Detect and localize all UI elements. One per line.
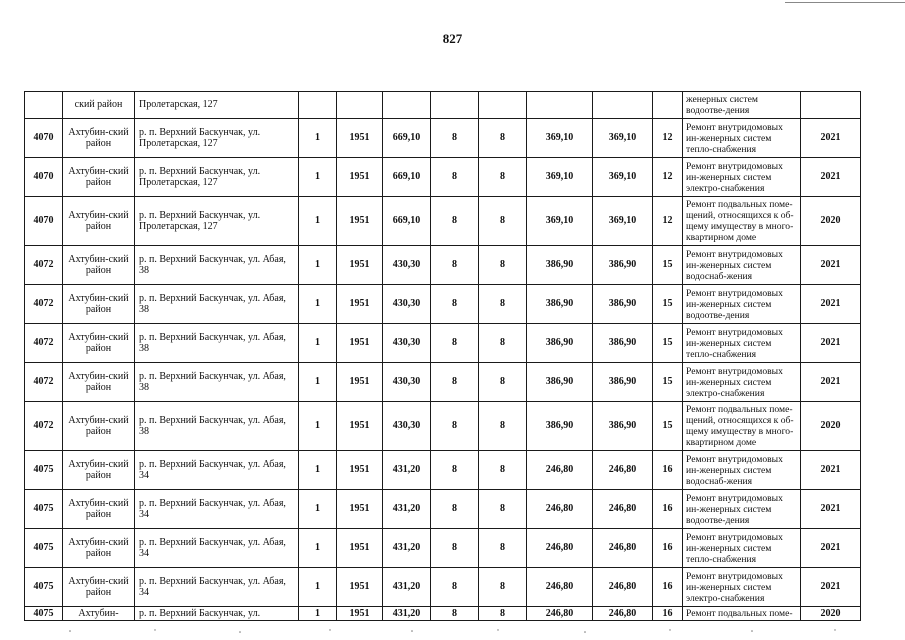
- table-row: [25, 324, 861, 363]
- row-number: 4070: [25, 197, 63, 246]
- entrances-cell: 1: [299, 363, 337, 402]
- year-built-cell: 1951: [337, 529, 383, 568]
- plan-year-cell: 2021: [801, 246, 861, 285]
- area-cell: 431,20: [383, 490, 431, 529]
- private-area-cell: 386,90: [593, 285, 653, 324]
- floors-cell: [431, 92, 479, 119]
- apartments-cell: 8: [479, 451, 527, 490]
- apartments-cell: 8: [479, 490, 527, 529]
- row-number: 4070: [25, 119, 63, 158]
- floors-cell: 8: [431, 363, 479, 402]
- year-built-cell: 1951: [337, 158, 383, 197]
- table-row: [25, 568, 861, 607]
- address-cell: р. п. Верхний Баскунчак, ул. Абая, 34: [135, 451, 299, 490]
- apartments-cell: 8: [479, 197, 527, 246]
- floors-cell: 8: [431, 529, 479, 568]
- residents-cell: 12: [653, 197, 683, 246]
- table-row: [25, 451, 861, 490]
- apartments-cell: 8: [479, 568, 527, 607]
- apartments-cell: 8: [479, 402, 527, 451]
- district-cell: Ахтубин-ский район: [63, 324, 135, 363]
- table-row: [25, 363, 861, 402]
- row-number: 4072: [25, 246, 63, 285]
- table-row: [25, 119, 861, 158]
- apartments-cell: 8: [479, 607, 527, 621]
- private-area-cell: 246,80: [593, 451, 653, 490]
- table-row: [25, 402, 861, 451]
- apartments-cell: 8: [479, 119, 527, 158]
- table-row: [25, 529, 861, 568]
- work-type-cell: Ремонт внутридомовых ин-женерных систем водоотве-дения: [683, 490, 801, 529]
- address-cell: р. п. Верхний Баскунчак, ул. Абая, 34: [135, 490, 299, 529]
- private-area-cell: 369,10: [593, 197, 653, 246]
- living-area-cell: 386,90: [527, 402, 593, 451]
- address-cell: р. п. Верхний Баскунчак, ул. Абая, 38: [135, 402, 299, 451]
- table-row: [25, 285, 861, 324]
- address-cell: Пролетарская, 127: [135, 92, 299, 119]
- living-area-cell: 386,90: [527, 285, 593, 324]
- apartments-cell: 8: [479, 246, 527, 285]
- private-area-cell: 369,10: [593, 119, 653, 158]
- private-area-cell: 386,90: [593, 402, 653, 451]
- work-type-cell: Ремонт внутридомовых ин-женерных систем тепло-снабжения: [683, 119, 801, 158]
- apartments-cell: [479, 92, 527, 119]
- private-area-cell: 246,80: [593, 490, 653, 529]
- residents-cell: 16: [653, 490, 683, 529]
- private-area-cell: 386,90: [593, 246, 653, 285]
- work-type-cell: Ремонт подвальных поме-: [683, 607, 801, 621]
- registry-table: [24, 91, 861, 621]
- plan-year-cell: 2021: [801, 158, 861, 197]
- residents-cell: 15: [653, 402, 683, 451]
- living-area-cell: 386,90: [527, 246, 593, 285]
- work-type-cell: Ремонт внутридомовых ин-женерных систем водоснаб-жения: [683, 451, 801, 490]
- row-number: 4070: [25, 158, 63, 197]
- floors-cell: 8: [431, 324, 479, 363]
- row-number: 4075: [25, 451, 63, 490]
- living-area-cell: 246,80: [527, 451, 593, 490]
- row-number: 4075: [25, 490, 63, 529]
- district-cell: Ахтубин-ский район: [63, 568, 135, 607]
- private-area-cell: 386,90: [593, 363, 653, 402]
- residents-cell: [653, 92, 683, 119]
- floors-cell: 8: [431, 158, 479, 197]
- work-type-cell: Ремонт внутридомовых ин-женерных систем тепло-снабжения: [683, 324, 801, 363]
- table-row: [25, 490, 861, 529]
- address-cell: р. п. Верхний Баскунчак, ул. Пролетарская, 127: [135, 197, 299, 246]
- area-cell: 430,30: [383, 285, 431, 324]
- living-area-cell: 386,90: [527, 324, 593, 363]
- entrances-cell: 1: [299, 285, 337, 324]
- year-built-cell: 1951: [337, 363, 383, 402]
- floors-cell: 8: [431, 197, 479, 246]
- living-area-cell: 369,10: [527, 197, 593, 246]
- residents-cell: 15: [653, 285, 683, 324]
- residents-cell: 15: [653, 324, 683, 363]
- district-cell: Ахтубин-ский район: [63, 246, 135, 285]
- entrances-cell: 1: [299, 568, 337, 607]
- address-cell: р. п. Верхний Баскунчак, ул. Абая, 38: [135, 363, 299, 402]
- residents-cell: 15: [653, 363, 683, 402]
- residents-cell: 16: [653, 568, 683, 607]
- plan-year-cell: 2021: [801, 529, 861, 568]
- year-built-cell: 1951: [337, 285, 383, 324]
- work-type-cell: Ремонт подвальных поме-щений, относящихся к об-щему имуществу в много-квартирном доме: [683, 197, 801, 246]
- year-built-cell: 1951: [337, 402, 383, 451]
- residents-cell: 12: [653, 119, 683, 158]
- entrances-cell: 1: [299, 529, 337, 568]
- work-type-cell: Ремонт внутридомовых ин-женерных систем водоснаб-жения: [683, 246, 801, 285]
- table-row: [25, 158, 861, 197]
- floors-cell: 8: [431, 451, 479, 490]
- plan-year-cell: 2021: [801, 363, 861, 402]
- year-built-cell: [337, 92, 383, 119]
- apartments-cell: 8: [479, 529, 527, 568]
- work-type-cell: Ремонт внутридомовых ин-женерных систем электро-снабжения: [683, 568, 801, 607]
- floors-cell: 8: [431, 285, 479, 324]
- apartments-cell: 8: [479, 324, 527, 363]
- apartments-cell: 8: [479, 285, 527, 324]
- page-number: 827: [442, 31, 463, 46]
- district-cell: Ахтубин-ский район: [63, 158, 135, 197]
- district-cell: Ахтубин-: [63, 607, 135, 621]
- living-area-cell: 246,80: [527, 490, 593, 529]
- area-cell: 431,20: [383, 529, 431, 568]
- living-area-cell: 246,80: [527, 607, 593, 621]
- private-area-cell: 246,80: [593, 529, 653, 568]
- table-row: [25, 92, 861, 119]
- year-built-cell: 1951: [337, 451, 383, 490]
- area-cell: 430,30: [383, 363, 431, 402]
- area-cell: 430,30: [383, 246, 431, 285]
- entrances-cell: 1: [299, 324, 337, 363]
- entrances-cell: 1: [299, 158, 337, 197]
- plan-year-cell: 2021: [801, 324, 861, 363]
- private-area-cell: 386,90: [593, 324, 653, 363]
- entrances-cell: 1: [299, 197, 337, 246]
- year-built-cell: 1951: [337, 246, 383, 285]
- area-cell: 669,10: [383, 119, 431, 158]
- area-cell: 431,20: [383, 607, 431, 621]
- district-cell: Ахтубин-ский район: [63, 119, 135, 158]
- floors-cell: 8: [431, 568, 479, 607]
- year-built-cell: 1951: [337, 490, 383, 529]
- plan-year-cell: 2021: [801, 490, 861, 529]
- work-type-cell: Ремонт внутридомовых ин-женерных систем электро-снабжения: [683, 158, 801, 197]
- floors-cell: 8: [431, 607, 479, 621]
- year-built-cell: 1951: [337, 607, 383, 621]
- floors-cell: 8: [431, 246, 479, 285]
- district-cell: ский район: [63, 92, 135, 119]
- area-cell: [383, 92, 431, 119]
- entrances-cell: 1: [299, 119, 337, 158]
- address-cell: р. п. Верхний Баскунчак, ул. Абая, 38: [135, 246, 299, 285]
- district-cell: Ахтубин-ский район: [63, 363, 135, 402]
- residents-cell: 16: [653, 451, 683, 490]
- residents-cell: 16: [653, 607, 683, 621]
- plan-year-cell: 2020: [801, 402, 861, 451]
- area-cell: 430,30: [383, 324, 431, 363]
- living-area-cell: 246,80: [527, 529, 593, 568]
- entrances-cell: [299, 92, 337, 119]
- plan-year-cell: 2020: [801, 607, 861, 621]
- entrances-cell: 1: [299, 490, 337, 529]
- area-cell: 669,10: [383, 158, 431, 197]
- plan-year-cell: 2020: [801, 197, 861, 246]
- address-cell: р. п. Верхний Баскунчак, ул. Пролетарская, 127: [135, 158, 299, 197]
- address-cell: р. п. Верхний Баскунчак, ул. Абая, 38: [135, 324, 299, 363]
- address-cell: р. п. Верхний Баскунчак, ул. Пролетарская, 127: [135, 119, 299, 158]
- row-number: 4075: [25, 607, 63, 621]
- work-type-cell: Ремонт подвальных поме-щений, относящихся к об-щему имуществу в много-квартирном доме: [683, 402, 801, 451]
- address-cell: р. п. Верхний Баскунчак, ул. Абая, 34: [135, 529, 299, 568]
- living-area-cell: 386,90: [527, 363, 593, 402]
- area-cell: 431,20: [383, 451, 431, 490]
- year-built-cell: 1951: [337, 324, 383, 363]
- table-row: [25, 607, 861, 621]
- row-number: 4072: [25, 402, 63, 451]
- floors-cell: 8: [431, 402, 479, 451]
- floors-cell: 8: [431, 119, 479, 158]
- address-cell: р. п. Верхний Баскунчак, ул. Абая, 38: [135, 285, 299, 324]
- private-area-cell: 246,80: [593, 568, 653, 607]
- entrances-cell: 1: [299, 402, 337, 451]
- living-area-cell: 246,80: [527, 568, 593, 607]
- residents-cell: 12: [653, 158, 683, 197]
- residents-cell: 15: [653, 246, 683, 285]
- year-built-cell: 1951: [337, 197, 383, 246]
- row-number: [25, 92, 63, 119]
- plan-year-cell: 2021: [801, 285, 861, 324]
- private-area-cell: 246,80: [593, 607, 653, 621]
- row-number: 4075: [25, 529, 63, 568]
- district-cell: Ахтубин-ский район: [63, 197, 135, 246]
- apartments-cell: 8: [479, 158, 527, 197]
- row-number: 4075: [25, 568, 63, 607]
- row-number: 4072: [25, 285, 63, 324]
- top-rule: [785, 2, 905, 3]
- entrances-cell: 1: [299, 451, 337, 490]
- work-type-cell: Ремонт внутридомовых ин-женерных систем водоотве-дения: [683, 285, 801, 324]
- scan-noise: [0, 628, 905, 634]
- private-area-cell: [593, 92, 653, 119]
- living-area-cell: [527, 92, 593, 119]
- year-built-cell: 1951: [337, 119, 383, 158]
- entrances-cell: 1: [299, 246, 337, 285]
- living-area-cell: 369,10: [527, 119, 593, 158]
- work-type-cell: Ремонт внутридомовых ин-женерных систем тепло-снабжения: [683, 529, 801, 568]
- row-number: 4072: [25, 363, 63, 402]
- district-cell: Ахтубин-ский район: [63, 285, 135, 324]
- area-cell: 431,20: [383, 568, 431, 607]
- address-cell: р. п. Верхний Баскунчак, ул. Абая, 34: [135, 568, 299, 607]
- area-cell: 430,30: [383, 402, 431, 451]
- table-row: [25, 197, 861, 246]
- plan-year-cell: 2021: [801, 451, 861, 490]
- district-cell: Ахтубин-ский район: [63, 529, 135, 568]
- district-cell: Ахтубин-ский район: [63, 451, 135, 490]
- entrances-cell: 1: [299, 607, 337, 621]
- table-body: [25, 92, 861, 621]
- address-cell: р. п. Верхний Баскунчак, ул.: [135, 607, 299, 621]
- plan-year-cell: 2021: [801, 568, 861, 607]
- district-cell: Ахтубин-ский район: [63, 402, 135, 451]
- apartments-cell: 8: [479, 363, 527, 402]
- work-type-cell: Ремонт внутридомовых ин-женерных систем электро-снабжения: [683, 363, 801, 402]
- row-number: 4072: [25, 324, 63, 363]
- living-area-cell: 369,10: [527, 158, 593, 197]
- district-cell: Ахтубин-ский район: [63, 490, 135, 529]
- area-cell: 669,10: [383, 197, 431, 246]
- year-built-cell: 1951: [337, 568, 383, 607]
- private-area-cell: 369,10: [593, 158, 653, 197]
- plan-year-cell: [801, 92, 861, 119]
- work-type-cell: женерных систем водоотве-дения: [683, 92, 801, 119]
- table-row: [25, 246, 861, 285]
- plan-year-cell: 2021: [801, 119, 861, 158]
- floors-cell: 8: [431, 490, 479, 529]
- residents-cell: 16: [653, 529, 683, 568]
